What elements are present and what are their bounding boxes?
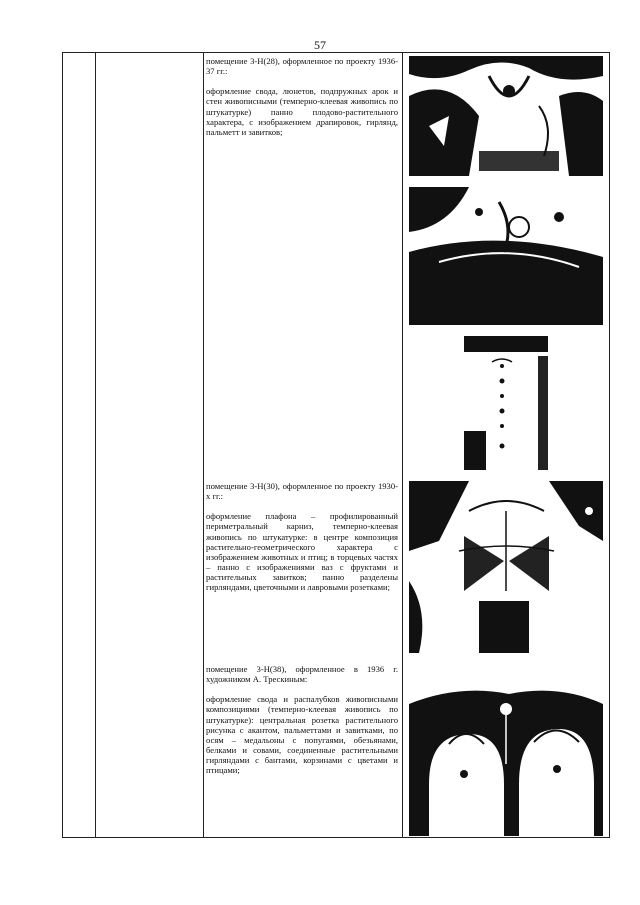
entry-heading: помещение 3-Н(30), оформленное по проекту 1930-х гг.:	[206, 481, 398, 502]
photo-vault-28-a	[409, 56, 603, 176]
table-column-divider	[402, 52, 403, 838]
table-column-divider	[95, 52, 96, 838]
entry-38	[206, 664, 398, 785]
table-border-top	[62, 52, 610, 53]
table-border-right	[609, 52, 610, 838]
entry-description: оформление свода, люнетов, подпружных арок и стен живописными (темперно-клеевая живопись по штукатурке) панно плодово-растительного характера, с изображением драпировок, гирлянд, пальметт и завитков;	[206, 86, 398, 137]
entry-heading: помещение 3-Н(38), оформленное в 1936 г. художником А. Трескиным:	[206, 664, 398, 685]
entry-heading: помещение 3-Н(28), оформленное по проекту 1936-37 гг.:	[206, 56, 398, 77]
entry-description: оформление свода и распалубков живописными композициями (темперно-клеевая живопись по штукатурке): центральная розетка растительного рисунка с акантом, пальметтами и завитками, по осям – медальоны с попугаями, обезьянами, белками и совами, соединенные растительными гирляндами с бантами, корзинами с цветами и птицами;	[206, 694, 398, 776]
table-border-bottom	[62, 837, 610, 838]
entry-28	[206, 56, 398, 147]
photo-vault-38	[409, 664, 603, 836]
table-column-divider	[203, 52, 204, 838]
photo-ceiling-30	[409, 481, 603, 653]
entry-30	[206, 481, 398, 602]
photo-vault-28-b	[409, 187, 603, 325]
entry-description: оформление плафона – профилированный периметральный карниз, темперно-клеевая живопись по штукатурке: в центре композиция растительно-геометрического характера с изображением животных и птиц; в торцевых частях – панно с изображениями ваз с фруктами и растительных завитков; панно разделены гирляндами, цветочными и лавровыми розетками;	[206, 511, 398, 593]
photo-wall-28-c	[464, 336, 548, 470]
page-number: 57	[314, 38, 326, 52]
table-border-left	[62, 52, 63, 838]
